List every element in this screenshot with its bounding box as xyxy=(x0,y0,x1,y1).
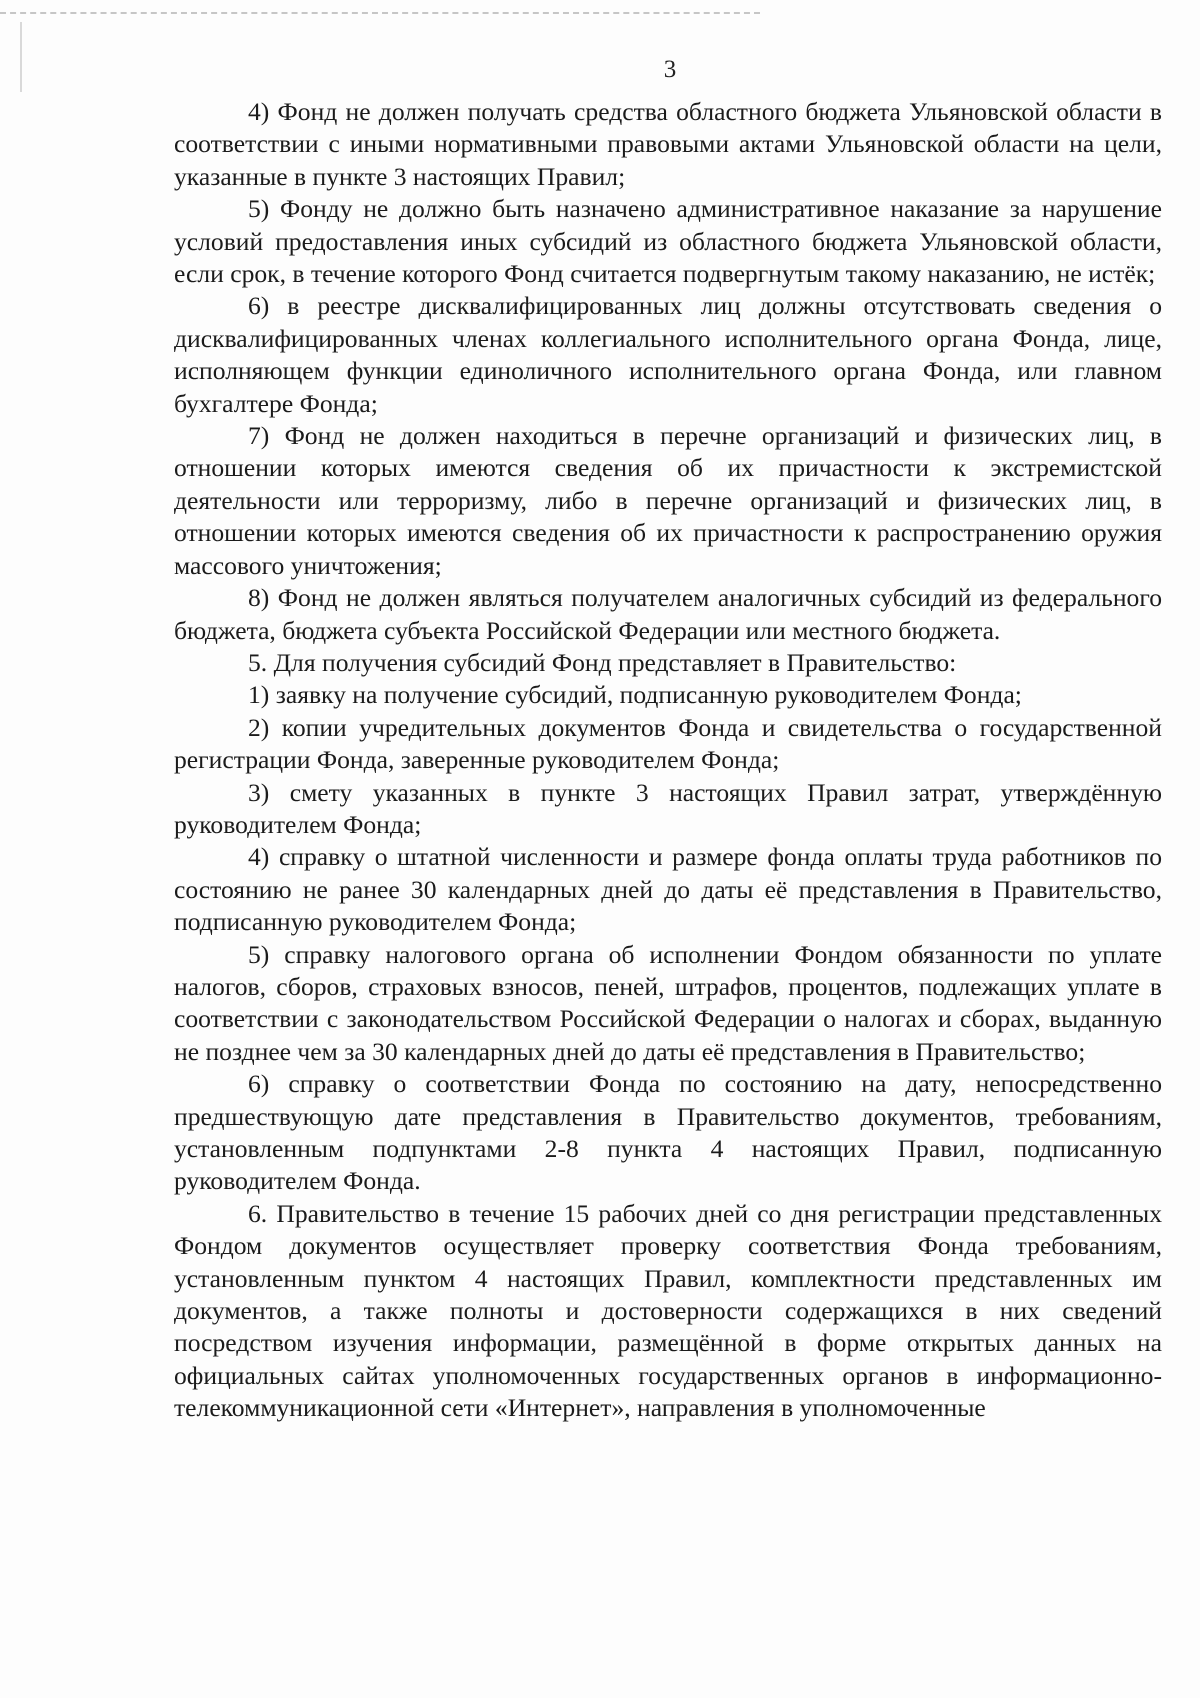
paragraph-4-4: 4) Фонд не должен получать средства областного бюджета Ульяновской области в соответствии с иными нормативными правовыми актами Ульяновской области на цели, указанные в пункте 3 настоящих Правил; xyxy=(174,97,1162,191)
paragraph-6: 6. Правительство в течение 15 рабочих дней со дня регистрации представленных Фондом документов осуществляет проверку соответствия Фонда требованиям, установленным пунктом 4 настоящих Правил, комплектности представленных им документов, а также полноты и достоверности содержащихся в них сведений посредством изучения информации, размещённой в форме открытых данных на официальных сайтах уполномоченных государственных органов в информационно-телекоммуникационной сети «Интернет», направления в уполномоченные xyxy=(174,1198,1162,1423)
document-body xyxy=(174,96,1162,1425)
paragraph-5-4: 4) справку о штатной численности и размере фонда оплаты труда работников по состоянию не ранее 30 календарных дней до даты её представления в Правительство, подписанную руководителем Фонда; xyxy=(174,842,1162,937)
page-number: 3 xyxy=(663,56,677,83)
paragraph-5-5: 5) справку налогового органа об исполнении Фондом обязанности по уплате налогов, сборов, страховых взносов, пеней, штрафов, процентов, подлежащих уплате в соответствии с законодательством Российской Федерации о налогах и сборах, выданную не позднее чем за 30 календарных дней до даты её представления в Правительство; xyxy=(174,939,1162,1066)
paragraph-5-6: 6) справку о соответствии Фонда по состоянию на дату, непосредственно предшествующую дате представления в Правительство документов, требованиям, установленным подпунктами 2-8 пункта 4 настоящих Правил, подписанную руководителем Фонда. xyxy=(174,1069,1162,1196)
paragraph-4-6: 6) в реестре дисквалифицированных лиц должны отсутствовать сведения о дисквалифицированных членах коллегиального исполнительного органа Фонда, лице, исполняющем функции единоличного исполнительного органа Фонда, или главном бухгалтере Фонда; xyxy=(174,291,1162,418)
paragraph-5-3: 3) смету указанных в пункте 3 настоящих Правил затрат, утверждённую руководителем Фонда; xyxy=(174,777,1162,839)
paragraph-5-2: 2) копии учредительных документов Фонда и свидетельства о государственной регистрации Фонда, заверенные руководителем Фонда; xyxy=(174,712,1162,775)
scan-edge-top xyxy=(0,12,760,14)
paragraph-4-7: 7) Фонд не должен находиться в перечне организаций и физических лиц, в отношении которых имеются сведения об их причастности к экстремистской деятельности или терроризму, либо в перечне организаций и физических лиц, в отношении которых имеются сведения об их причастности к распространению оружия массового уничтожения; xyxy=(174,421,1162,580)
paragraph-5-heading: 5. Для получения субсидий Фонд представляет в Правительство: xyxy=(248,647,957,677)
paragraph-5-1: 1) заявку на получение субсидий, подписанную руководителем Фонда; xyxy=(248,680,1022,710)
paragraph-4-8: 8) Фонд не должен являться получателем аналогичных субсидий из федерального бюджета, бюджета субъекта Российской Федерации или местного бюджета. xyxy=(174,583,1162,645)
paragraph-4-5: 5) Фонду не должно быть назначено административное наказание за нарушение условий предоставления иных субсидий из областного бюджета Ульяновской области, если срок, в течение которого Фонд считается подвергнутым такому наказанию, не истёк; xyxy=(174,194,1162,289)
